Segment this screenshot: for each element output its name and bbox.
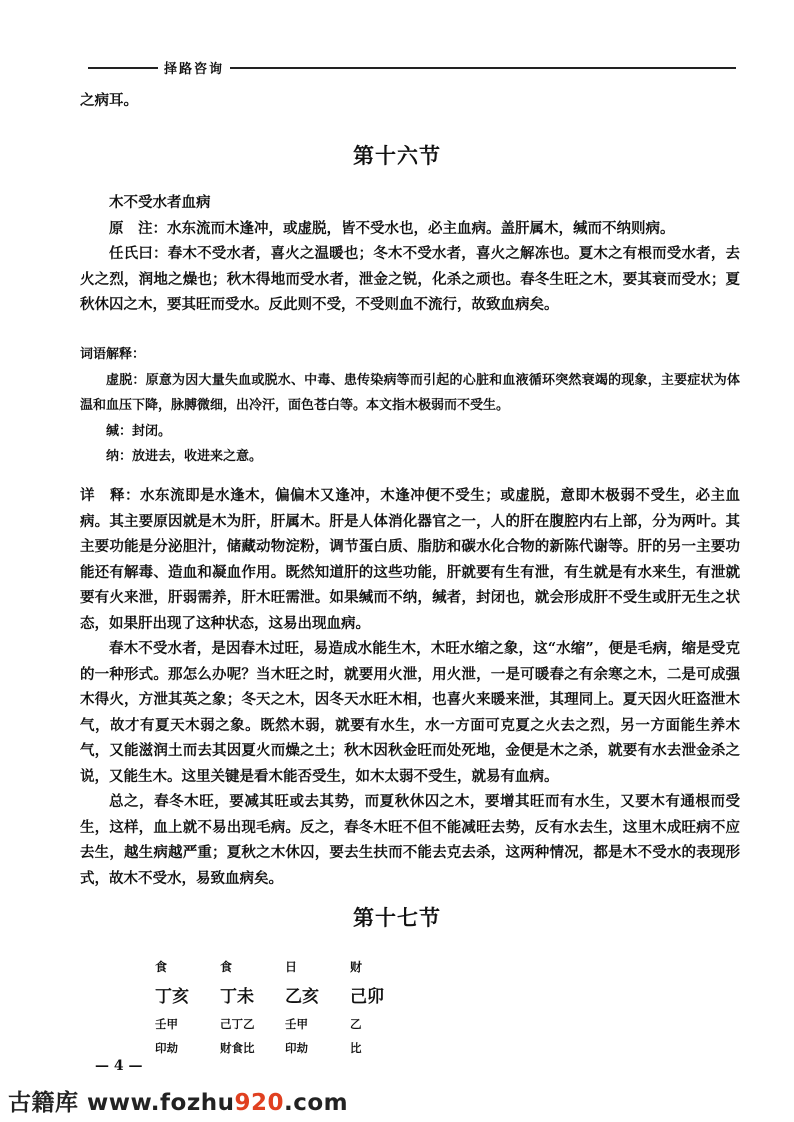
watermark-site-name: 古籍库 [8, 1090, 79, 1116]
renshi-paragraph: 任氏曰：春木不受水者，喜火之温暖也；冬木不受水者，喜火之解冻也。夏木之有根而受水者，去火之烈，润地之燥也；秋木得地而受水者，泄金之锐，化杀之顽也。春冬生旺之木，要其衰而受水；夏秋休囚之木，要其旺而受水。反此则不受，不受则血不流行，故致血病矣。 [80, 245, 740, 313]
ciyu-xutuo: 虚脱：原意为因大量失血或脱水、中毒、患传染病等而引起的心脏和血液循环突然衰竭的现象，主要症状为体温和血压下降，脉膊微细，出冷汗，面色苍白等。本文指木极弱而不受生。 [80, 372, 740, 413]
watermark-url-prefix: www.fozhu [87, 1090, 235, 1116]
watermark-url-suffix: .com [283, 1090, 349, 1116]
header-rule-left [88, 67, 158, 69]
lead-line-block [80, 88, 740, 114]
pillar-ganzhi: 己卯 [350, 987, 384, 1007]
pillar-canggan-shishen: 印劫 [155, 1041, 178, 1055]
pillar-canggan: 壬甲 [285, 1017, 308, 1031]
section16-body [80, 190, 740, 318]
pillar-shishen: 财 [350, 960, 363, 974]
lead-line: 之病耳。 [80, 92, 138, 109]
bazi-chart [155, 958, 415, 1064]
pillar-canggan-shishen: 财食比 [220, 1041, 255, 1055]
pillar-canggan: 乙 [350, 1017, 362, 1031]
canggan-row [155, 1010, 415, 1040]
pillar-shishen: 食 [155, 960, 168, 974]
xiangshi-paragraph-3: 总之，春冬木旺，要减其旺或去其势，而夏秋休囚之木，要增其旺而有水生，又要木有通根而受生，这样，血上就不易出现毛病。反之，春冬木旺不但不能减旺去势，反有水去生，这里木成旺病不应去生，越生病越严重；夏秋之木休囚，要去生扶而不能去克去杀，这两种情况，都是木不受水的表现形式，故木不受水，易致血病矣。 [80, 793, 740, 887]
xiangshi-block [80, 483, 740, 891]
section17-title: 第十七节 [353, 905, 441, 930]
pillar-canggan-shishen: 印劫 [285, 1041, 308, 1055]
page-number: — 4 — [95, 1058, 143, 1074]
canggan-shishen-row [155, 1040, 415, 1064]
pillar-canggan: 己丁乙 [220, 1017, 255, 1031]
watermark-banner [8, 1084, 348, 1117]
header-title: 择路咨询 [164, 62, 225, 77]
header-rule-right [230, 67, 736, 69]
pillar-canggan: 壬甲 [155, 1017, 178, 1031]
running-header [88, 58, 736, 77]
ganzhi-row [155, 982, 415, 1010]
pillar-ganzhi: 乙亥 [285, 987, 319, 1007]
xiangshi-paragraph-2: 春木不受水者，是因春木过旺，易造成水能生木，木旺水缩之象，这“水缩”，便是毛病，缩是受克的一种形式。那怎么办呢？当木旺之时，就要用火泄，用火泄，一是可暖春之有余寒之木，二是可成强木得火，方泄其英之象；冬天之木，因冬天水旺木相，也喜火来暖来泄，其理同上。夏天因火旺盗泄木气，故才有夏天木弱之象。既然木弱，就要有水生，水一方面可克夏之火去之烈，另一方面能生养木气，又能滋润土而去其因夏火而燥之土；秋木因秋金旺而处死地，金便是木之杀，就要有水去泄金杀之说，又能生木。这里关键是看木能否受生，如木太弱不受生，就易有血病。 [80, 640, 740, 785]
pillar-ganzhi: 丁亥 [155, 987, 189, 1007]
ciyu-block [80, 342, 740, 470]
ciyu-jian: 缄：封闭。 [106, 423, 172, 439]
pillar-ganzhi: 丁未 [220, 987, 254, 1007]
section16-subtitle: 木不受水者血病 [109, 194, 211, 211]
shishen-row [155, 958, 415, 982]
yuanzhu-paragraph: 原 注：水东流而木逢冲，或虚脱，皆不受水也，必主血病。盖肝属木，缄而不纳则病。 [109, 219, 675, 237]
ciyu-na: 纳：放进去，收进来之意。 [106, 449, 263, 464]
watermark-url[interactable] [87, 1090, 348, 1116]
pillar-shishen: 日 [285, 960, 298, 974]
pillar-canggan-shishen: 比 [350, 1041, 362, 1055]
watermark-url-number: 920 [234, 1090, 284, 1116]
xiangshi-paragraph-1: 详 释：水东流即是水逢木，偏偏木又逢冲，木逢冲便不受生；或虚脱，意即木极弱不受生，必主血病。其主要原因就是木为肝，肝属木。肝是人体消化器官之一，人的肝在腹腔内右上部，分为两叶。其主要功能是分泌胆汁，储藏动物淀粉，调节蛋白质、脂肪和碳水化合物的新陈代谢等。肝的另一主要功能还有解毒、造血和凝血作用。既然知道肝的这些功能，肝就要有生有泄，有生就是有水来生，有泄就要有火来泄，肝弱需养，肝木旺需泄。如果缄而不纳，缄者，封闭也，就会形成肝不受生或肝无生之状态，如果肝出现了这种状态，这易出现血病。 [80, 487, 740, 632]
ciyu-heading: 词语解释： [80, 347, 146, 362]
section16-title: 第十六节 [353, 143, 441, 168]
pillar-shishen: 食 [220, 960, 233, 974]
